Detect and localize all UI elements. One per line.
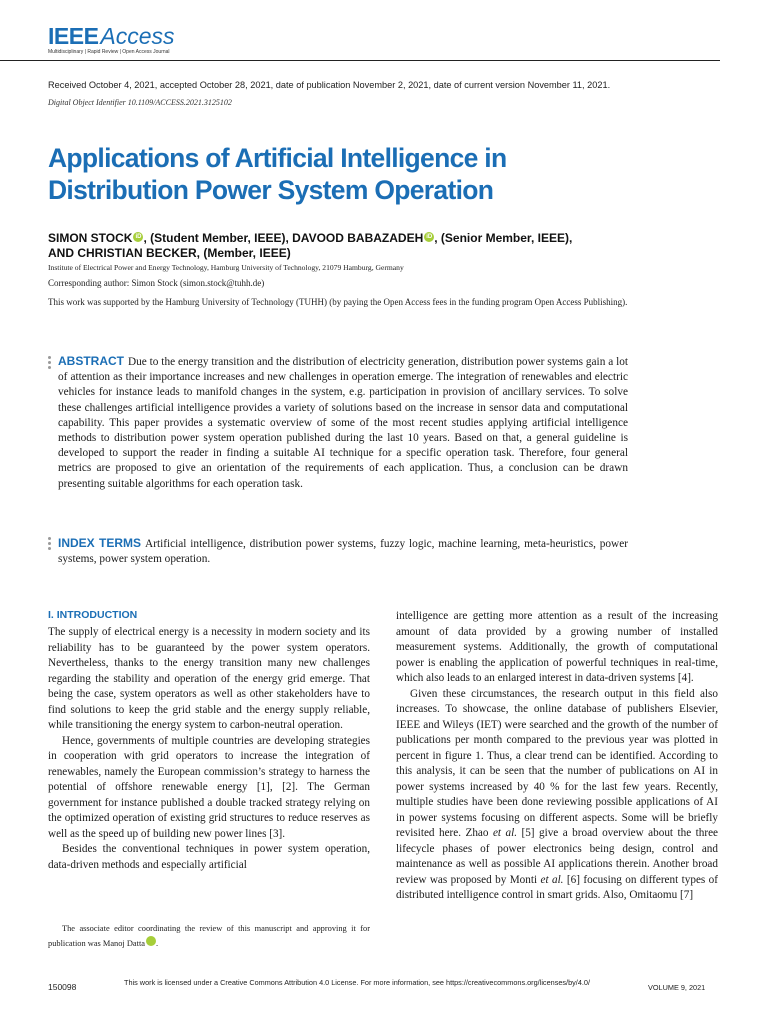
orcid-icon[interactable]: iD xyxy=(426,234,433,240)
logo-access: Access xyxy=(100,23,175,49)
logo-tagline: Multidisciplinary | Rapid Review | Open Access Journal xyxy=(48,49,170,55)
text-run: [6] focusing on different types of distributed intelligence control in smart grids. Also, Omitaomu [7] xyxy=(396,873,718,901)
orcid-icon[interactable]: iD xyxy=(146,936,156,946)
orcid-icon[interactable]: iD xyxy=(135,234,142,240)
paragraph: intelligence are getting more attention as a result of the increasing amount of data provided by a growing number of installed measurement systems. Additionally, the growth of computational power is enabling the application of powerful techniques in real-time, which also leads to an enlarged interest in data-driven systems [4]. xyxy=(396,610,718,684)
funding-note: This work was supported by the Hamburg University of Technology (TUHH) (by paying the Open Access fees in the funding program Open Access Publishing). xyxy=(48,297,628,307)
author-name: AND CHRISTIAN BECKER, (Member, IEEE) xyxy=(48,246,291,260)
index-terms-text: Artificial intelligence, distribution power systems, fuzzy logic, machine learning, meta-heuristics, power systems, power system operation. xyxy=(58,538,628,566)
et-al: et al. xyxy=(540,873,564,886)
license-note[interactable]: This work is licensed under a Creative Commons Attribution 4.0 License. For more information, see https://creativecommons.org/licenses/by/4.0/ xyxy=(124,978,590,987)
abstract xyxy=(58,354,628,492)
author-name: DAVOOD BABAZADEH xyxy=(292,231,424,245)
received-dates: Received October 4, 2021, accepted October 28, 2021, date of publication November 2, 2021, date of current version November 11, 2021. xyxy=(48,80,611,90)
title-line-1: Applications of Artificial Intelligence in xyxy=(48,143,507,173)
section-heading: I. INTRODUCTION xyxy=(48,609,138,621)
editor-footnote: The associate editor coordinating the review of this manuscript and approving it for publication was Manoj Datta iD. xyxy=(48,924,370,948)
affiliation: Institute of Electrical Power and Energy Technology, Hamburg University of Technology, 21079 Hamburg, Germany xyxy=(48,263,404,272)
paragraph: Besides the conventional techniques in power system operation, data-driven methods and especially artificial xyxy=(48,843,370,871)
section-marker-icon xyxy=(48,356,52,371)
abstract-label: ABSTRACT xyxy=(58,354,124,368)
abstract-text: Due to the energy transition and the distribution of electricity generation, distribution power systems gain a lot of attention as their importance increases and new challenges in operation emerge. The integration of renewables and electric vehicles for instance leads to manifold changes in the system, e.g. participation in provision of ancillary services. To solve these challenges artificial intelligence provides a variety of solutions based on the increase in sensor data and computational capability. This paper provides a systematic overview of some of the most recent studies applying artificial intelligence methods to distribution power system operation published during the last 10 years. Based on that, a general guideline is developed to support the reader in finding a suitable AI technique for a specific operation task. Therefore, four general metrics are proposed to give an orientation of the requirements of each application. Thus, a conclusion can be drawn presenting suitable algorithms for each operation task. xyxy=(58,356,628,490)
doi[interactable]: Digital Object Identifier 10.1109/ACCESS.2021.3125102 xyxy=(48,98,232,107)
corresponding-author: Corresponding author: Simon Stock (simon.stock@tuhh.de) xyxy=(48,278,265,288)
et-al: et al. xyxy=(492,827,518,839)
section-marker-icon xyxy=(48,537,52,552)
header-divider xyxy=(0,60,720,61)
logo-ieee: IEEE xyxy=(48,23,99,49)
paragraph: The supply of electrical energy is a necessity in modern society and its reliability has to be guaranteed by the power system operators. Nevertheless, thanks to the energy transition many new challenges regarding the stability and operation of the energy grid emerge. That being the case, system operators as well as other stakeholders have to find solutions to keep the grid stable and the energy supply reliable, while transitioning the energy system to carbon-neutral operation. xyxy=(48,626,370,731)
text-run: [5] give a broad overview about the three lifecycle phases of power electronics being design, control and maintenance as well as possible AI applications therein. Another broad review was proposed by Monti xyxy=(396,827,718,886)
title-line-2: Distribution Power System Operation xyxy=(48,175,494,205)
logo-wordmark xyxy=(48,24,175,48)
author-role: , (Student Member, IEEE), xyxy=(143,231,293,245)
index-terms xyxy=(58,536,628,567)
right-column xyxy=(396,609,718,904)
paragraph: Hence, governments of multiple countries are developing strategies in cooperation with grid operators to increase the integration of renewables, namely the European commission’s strategy to harness the potential of offshore renewable energy [1], [2]. The German government for instance published a double tracked strategy relying on the optimized operation of existing grid structures to reduce reserves as well as the speed up of building new power lines [3]. xyxy=(48,734,370,840)
left-column xyxy=(48,625,370,873)
page-number: 150098 xyxy=(48,982,77,992)
author-name: SIMON STOCK xyxy=(48,231,133,245)
volume-label: VOLUME 9, 2021 xyxy=(648,983,706,992)
text-run: Given these circumstances, the research output in this field also increases. To showcase, the online database of publishers Elsevier, IEEE and Wileys (IET) were searched and the growth of the number of publications per month compared to the previous year was plotted in percent in figure 1. Thus, a clear trend can be identified. According to this analysis, it can be seen that the number of publications on AI in power systems increased by 40 % for the last few years. Recently, multiple studies have been done reviewing possible applications of AI in power systems focusing on different aspects. Some will be briefly revisited here. Zhao xyxy=(396,687,718,839)
paragraph xyxy=(396,687,718,904)
author-list xyxy=(48,231,668,261)
editor-note-text: The associate editor coordinating the review of this manuscript and approving it for publication was Manoj Datta xyxy=(48,924,370,948)
author-role: , (Senior Member, IEEE), xyxy=(434,231,573,245)
paper-title xyxy=(48,142,608,206)
journal-logo xyxy=(48,24,175,55)
index-terms-label: INDEX TERMS xyxy=(58,536,142,550)
